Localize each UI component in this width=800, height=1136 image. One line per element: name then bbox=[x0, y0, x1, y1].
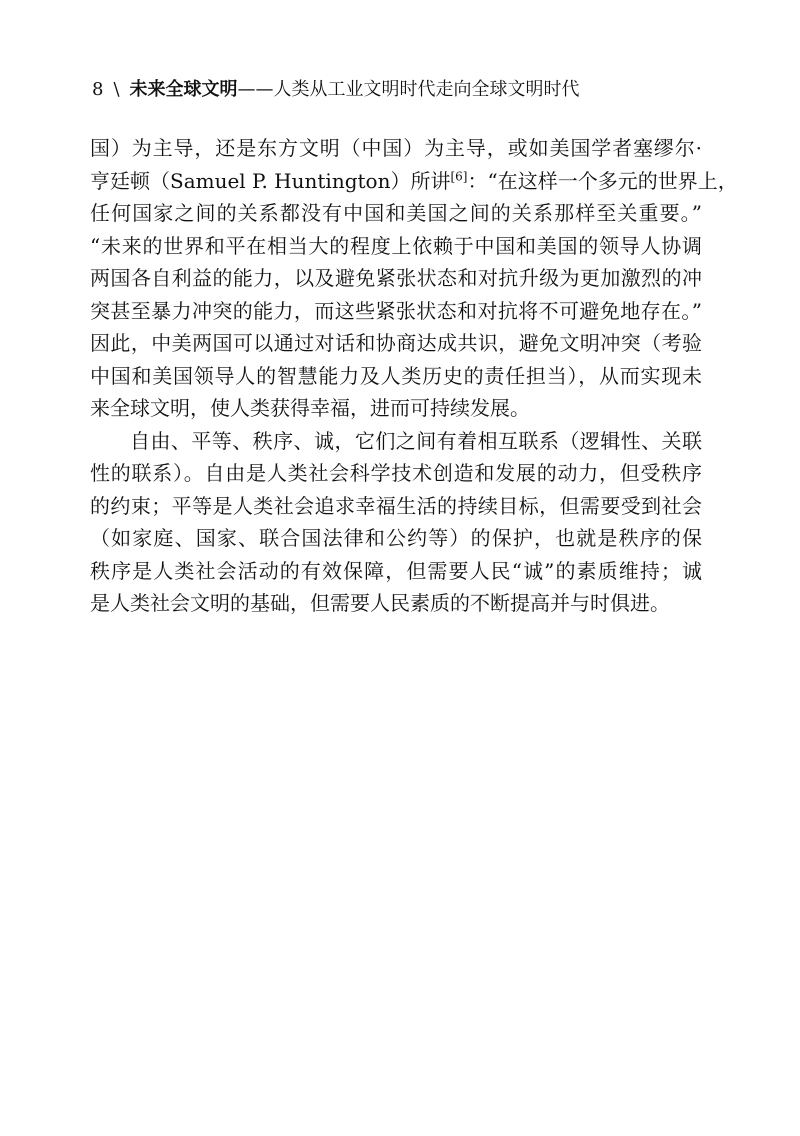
paragraph-2 bbox=[90, 425, 702, 620]
paragraph-line: 中国和美国领导人的智慧能力及人类历史的责任担当），从而实现未 bbox=[90, 363, 702, 388]
page-number: 8 bbox=[92, 79, 104, 100]
header-separator: \ bbox=[113, 79, 120, 100]
paragraph-1 bbox=[90, 132, 738, 425]
paragraph-line: “未来的世界和平在相当大的程度上依赖于中国和美国的领导人协调 bbox=[90, 233, 702, 258]
paragraph-line: 两国各自利益的能力，以及避免紧张状态和对抗升级为更加激烈的冲 bbox=[90, 266, 702, 290]
paragraph-line: （如家庭、国家、联合国法律和公约等）的保护，也就是秩序的保 bbox=[90, 526, 702, 550]
paragraph-line: 因此，中美两国可以通过对话和协商达成共识，避免文明冲突（考验 bbox=[90, 331, 702, 355]
paragraph-line: 国）为主导，还是东方文明（中国）为主导，或如美国学者塞缪尔· bbox=[90, 136, 702, 160]
paragraph-line: 秩序是人类社会活动的有效保障，但需要人民“诚”的素质维持；诚 bbox=[90, 558, 702, 583]
paragraph-line-tail: ：“在这样一个多元的世界上， bbox=[467, 168, 738, 193]
paragraph-line: 任何国家之间的关系都没有中国和美国之间的关系那样至关重要。” bbox=[90, 201, 702, 225]
body-text bbox=[90, 132, 738, 620]
paragraph-line-with-citation bbox=[90, 165, 738, 198]
paragraph-line-text: 亨廷顿（Samuel P. Huntington）所讲 bbox=[90, 168, 451, 193]
book-subtitle: ——人类从工业文明时代走向全球文明时代 bbox=[237, 79, 580, 100]
paragraph-line: 的约束；平等是人类社会追求幸福生活的持续目标，但需要受到社会 bbox=[90, 493, 702, 518]
paragraph-line: 自由、平等、秩序、诚，它们之间有着相互联系（逻辑性、关联 bbox=[130, 428, 702, 453]
paragraph-line: 突甚至暴力冲突的能力，而这些紧张状态和对抗将不可避免地存在。” bbox=[90, 298, 702, 323]
paragraph-line: 来全球文明，使人类获得幸福，进而可持续发展。 bbox=[90, 396, 530, 420]
paragraph-line: 性的联系）。自由是人类社会科学技术创造和发展的动力，但受秩序 bbox=[90, 461, 702, 485]
paragraph-line: 是人类社会文明的基础，但需要人民素质的不断提高并与时俱进。 bbox=[90, 591, 670, 615]
running-header bbox=[92, 78, 580, 102]
book-title: 未来全球文明 bbox=[129, 79, 238, 100]
citation-marker: [6] bbox=[450, 168, 468, 183]
